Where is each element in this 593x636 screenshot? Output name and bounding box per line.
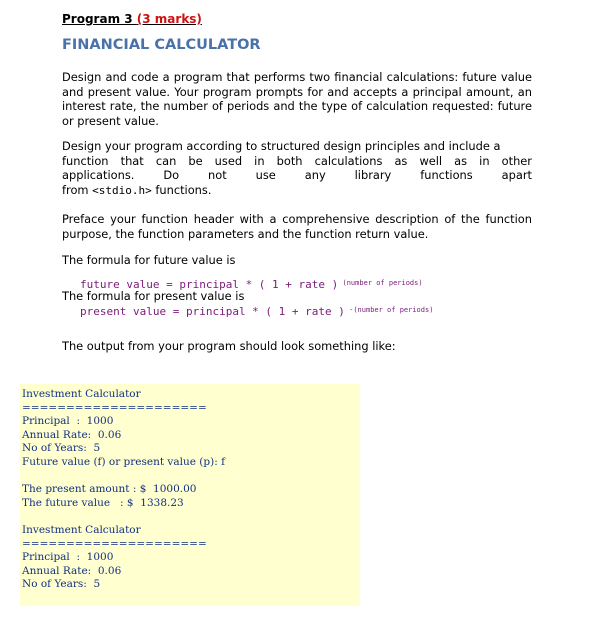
design-line-2: function that can be used in both calculations as well as in other xyxy=(62,153,532,168)
present-formula-label: The formula for present value is xyxy=(62,289,245,303)
paragraph-preface: Preface your function header with a comprehensive description of the function purpose, the function parameters and the function return value. xyxy=(62,212,532,241)
console-line: No of Years: 5 xyxy=(22,578,101,591)
console-line: The present amount : $ 1000.00 xyxy=(22,483,197,496)
console-line: ===================== xyxy=(22,401,207,414)
console-line: Investment Calculator xyxy=(22,388,141,400)
future-formula-label: The formula for future value is xyxy=(62,253,236,267)
future-formula-text: future value = principal * ( 1 + rate ) xyxy=(80,278,339,291)
from-suffix: functions. xyxy=(151,182,212,197)
console-line: ===================== xyxy=(22,537,207,550)
design-line-3: applications. Do not use any library functions apart xyxy=(62,168,532,183)
console-line: Principal : 1000 xyxy=(22,415,114,428)
console-line: Annual Rate: 0.06 xyxy=(22,564,122,577)
console-line: Investment Calculator xyxy=(22,523,141,536)
future-formula-exponent: (number of periods) xyxy=(338,279,423,287)
present-value-formula xyxy=(62,304,532,317)
console-line: Future value (f) or present value (p): f xyxy=(22,455,225,468)
marks-label: (3 marks) xyxy=(136,12,202,26)
program-label: Program 3 xyxy=(62,12,137,26)
from-prefix: from xyxy=(62,182,93,197)
paragraph-description: Design and code a program that performs two financial calculations: future value and present value. Your program prompts for and accepts a principal amount, an interest rate, the number of periods and the type of calculation requested: future or present value. xyxy=(62,70,532,128)
design-line-4 xyxy=(62,183,532,199)
console-line: The future value : $ 1338.23 xyxy=(22,496,184,509)
console-output xyxy=(20,384,360,606)
console-text xyxy=(20,384,360,592)
program-heading xyxy=(62,12,532,30)
output-intro: The output from your program should look something like: xyxy=(62,339,396,353)
console-line: Annual Rate: 0.06 xyxy=(22,428,122,441)
paragraph-design xyxy=(62,139,532,212)
present-formula-exponent: -(number of periods) xyxy=(344,306,434,314)
stdio-header: <stdio.h> xyxy=(92,183,152,197)
assignment-page xyxy=(62,12,532,384)
console-line: No of Years: 5 xyxy=(22,442,101,455)
console-line: Principal : 1000 xyxy=(22,551,114,564)
section-title: FINANCIAL CALCULATOR xyxy=(62,37,261,53)
present-formula-text: present value = principal * ( 1 + rate ) xyxy=(80,305,345,318)
design-line-1: Design your program according to structured design principles and include a xyxy=(62,139,501,153)
